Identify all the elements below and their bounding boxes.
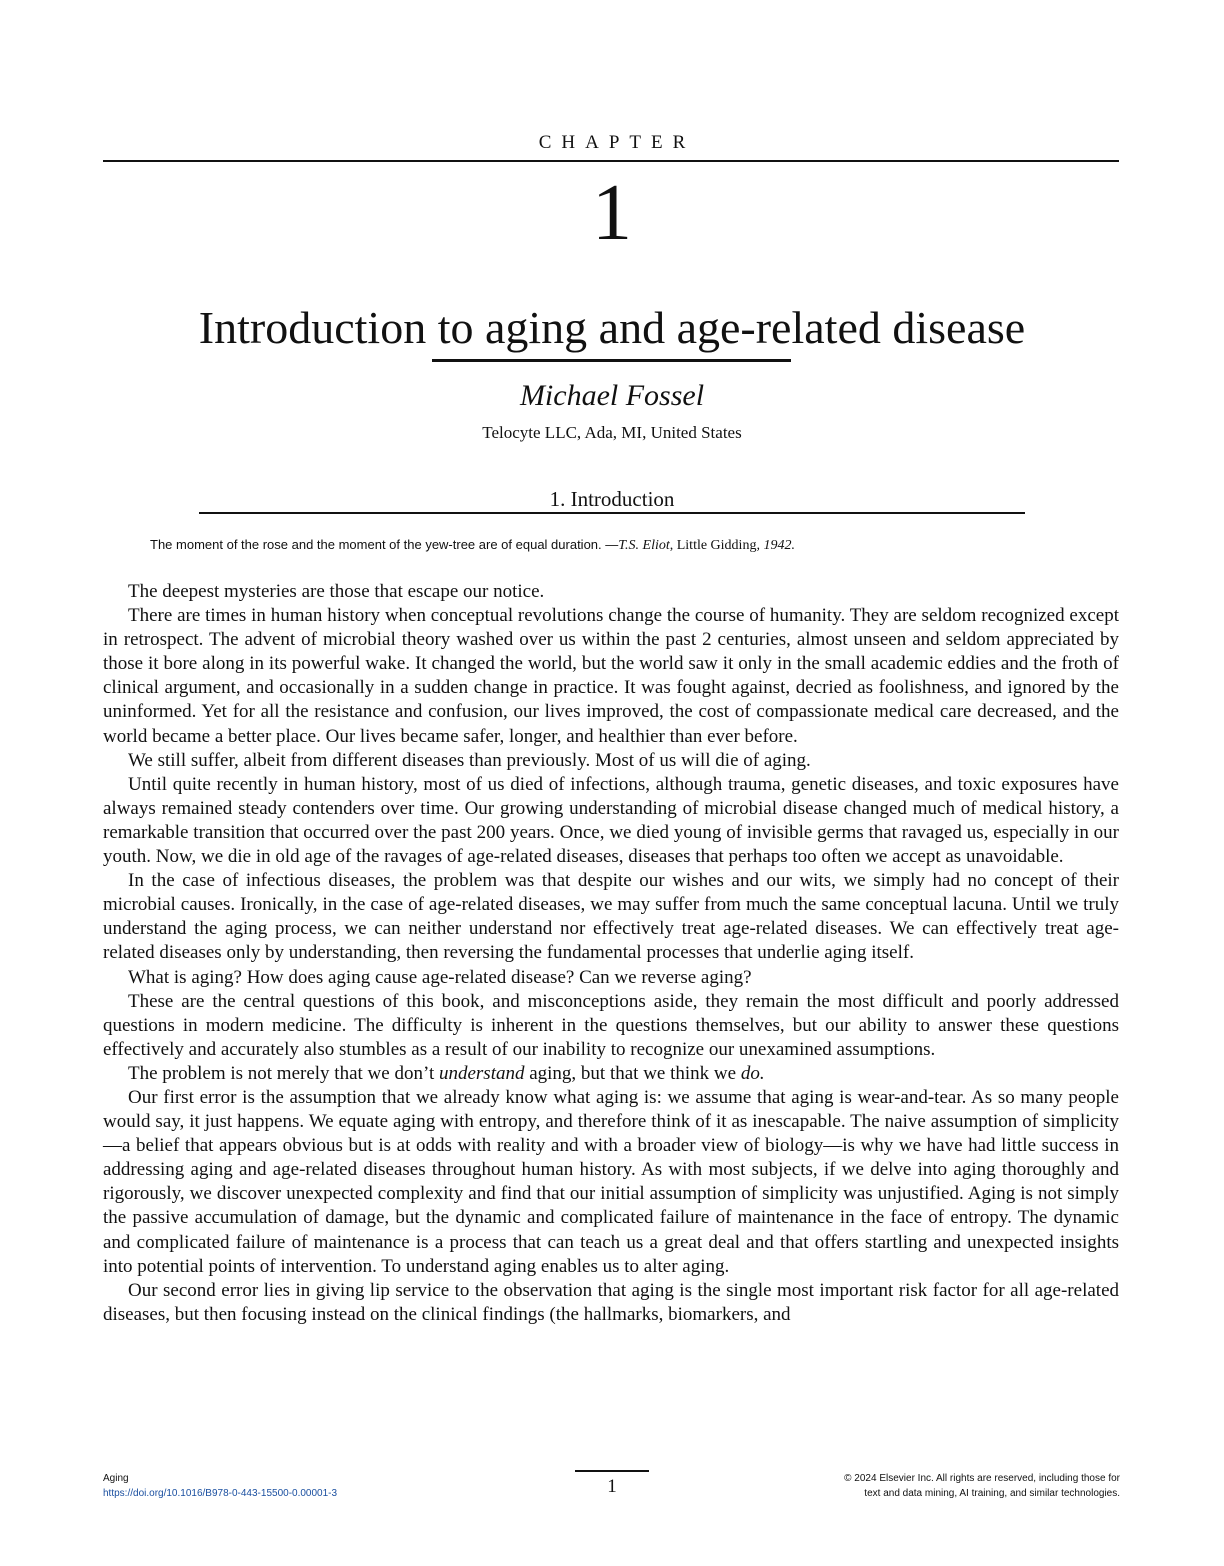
paragraph: What is aging? How does aging cause age-related disease? Can we reverse aging? — [128, 966, 752, 988]
paragraph-text: The problem is not merely that we don’t — [128, 1062, 439, 1084]
epigraph-quote: The moment of the rose and the moment of the yew-tree are of equal duration. — — [150, 537, 619, 552]
emphasis-text: understand — [438, 1062, 525, 1084]
paragraph: We still suffer, albeit from different diseases than previously. Most of us will die of aging. — [128, 749, 811, 771]
chapter-label: CHAPTER — [538, 132, 696, 153]
paragraph: Our first error is the assumption that we already know what aging is: we assume that aging is wear-and-tear. As so many people would say, it just happens. We equate aging with entropy, and therefore think of it as inescapable. The naive assumption of simplicity—a belief that appears obvious but is at odds with reality and with a broader view of biology—is why we have had little success in addressing aging and age-related diseases throughout human history. As with most subjects, if we delve into aging thoroughly and rigorously, we discover unexpected complexity and find that our initial assumption of simplicity was unjustified. Aging is not simply the passive accumulation of damage, but the dynamic and complicated failure of maintenance in the face of entropy. The dynamic and complicated failure of maintenance is a process that can teach us a great deal and that offers startling and unexpected insights into potential points of intervention. To understand aging enables us to alter aging. — [103, 1086, 1119, 1277]
copyright-line-2: text and data mining, AI training, and similar technologies. — [864, 1488, 1120, 1499]
copyright-line-1: © 2024 Elsevier Inc. All rights are reserved, including those for — [844, 1473, 1120, 1484]
paragraph — [103, 1062, 1119, 1086]
chapter-top-rule — [103, 160, 1119, 162]
section-heading: 1. Introduction — [549, 487, 675, 511]
paragraph: There are times in human history when conceptual revolutions change the course of humanity. They are seldom recognized except in retrospect. The advent of microbial theory washed over us within the past 2 centuries, almost unseen and seldom appreciated by those it bore along in its powerful wake. It changed the world, but the world saw it only in the small academic eddies and the froth of clinical argument, and occasionally in a sudden change in practice. It was fought against, decried as foolishness, and ignored by the uninformed. Yet for all the resistance and confusion, our lives improved, the cost of compassionate medical care decreased, and the world became a better place. Our lives became safer, longer, and healthier than ever before. — [103, 605, 1119, 747]
title-underline-rule — [432, 359, 791, 362]
paragraph: The deepest mysteries are those that escape our notice. — [128, 581, 545, 602]
paragraph-text: aging, but that we think we — [524, 1062, 741, 1084]
epigraph-work: Little Gidding — [676, 538, 757, 553]
page-number: 1 — [607, 1476, 617, 1497]
paragraph: In the case of infectious diseases, the problem was that despite our wishes and our wits, we simply had no concept of their microbial causes. Ironically, in the case of age-related diseases, we may suffer from much the same conceptual lacuna. Until we truly understand the aging process, we can neither understand nor effectively treat age-related diseases. We can effectively treat age-related diseases only by understanding, then reversing the fundamental processes that underlie aging itself. — [103, 870, 1119, 964]
paragraph: These are the central questions of this book, and misconceptions aside, they remain the most difficult and poorly addressed questions in modern medicine. The difficulty is inherent in the questions themselves, but our ability to answer these questions effectively and accurately also stumbles as a result of our inability to recognize our unexamined assumptions. — [103, 990, 1119, 1060]
body-text — [103, 580, 1119, 1327]
section-rule — [199, 512, 1025, 514]
epigraph-year: , 1942. — [756, 538, 795, 553]
footer-copyright — [760, 1471, 1120, 1501]
author-name: Michael Fossel — [519, 379, 705, 412]
chapter-title: Introduction to aging and age-related disease — [198, 302, 1026, 353]
author-affiliation: Telocyte LLC, Ada, MI, United States — [482, 423, 742, 442]
paragraph: Our second error lies in giving lip service to the observation that aging is the single most important risk factor for all age-related diseases, but then focusing instead on the clinical findings (the hallmarks, biomarkers, and — [103, 1279, 1119, 1325]
epigraph-separator: , — [669, 538, 677, 553]
paragraph: Until quite recently in human history, most of us died of infections, although trauma, genetic diseases, and toxic exposures have always remained steady contenders over time. Our growing understanding of microbial disease changed much of medical history, a remarkable transition that occurred over the past 200 years. Once, we died young of invisible germs that ravaged us, especially in our youth. Now, we die in old age of the ravages of age-related diseases, diseases that perhaps too often we accept as unavoidable. — [103, 773, 1119, 868]
footer-book-title: Aging — [103, 1473, 129, 1484]
chapter-number: 1 — [592, 169, 632, 257]
footer-page-rule — [575, 1470, 649, 1472]
epigraph-author: T.S. Eliot — [618, 538, 670, 553]
footer-doi-link[interactable]: https://doi.org/10.1016/B978-0-443-15500-0.00001-3 — [103, 1488, 338, 1499]
emphasis-text: do. — [740, 1062, 765, 1084]
epigraph — [150, 536, 1090, 555]
